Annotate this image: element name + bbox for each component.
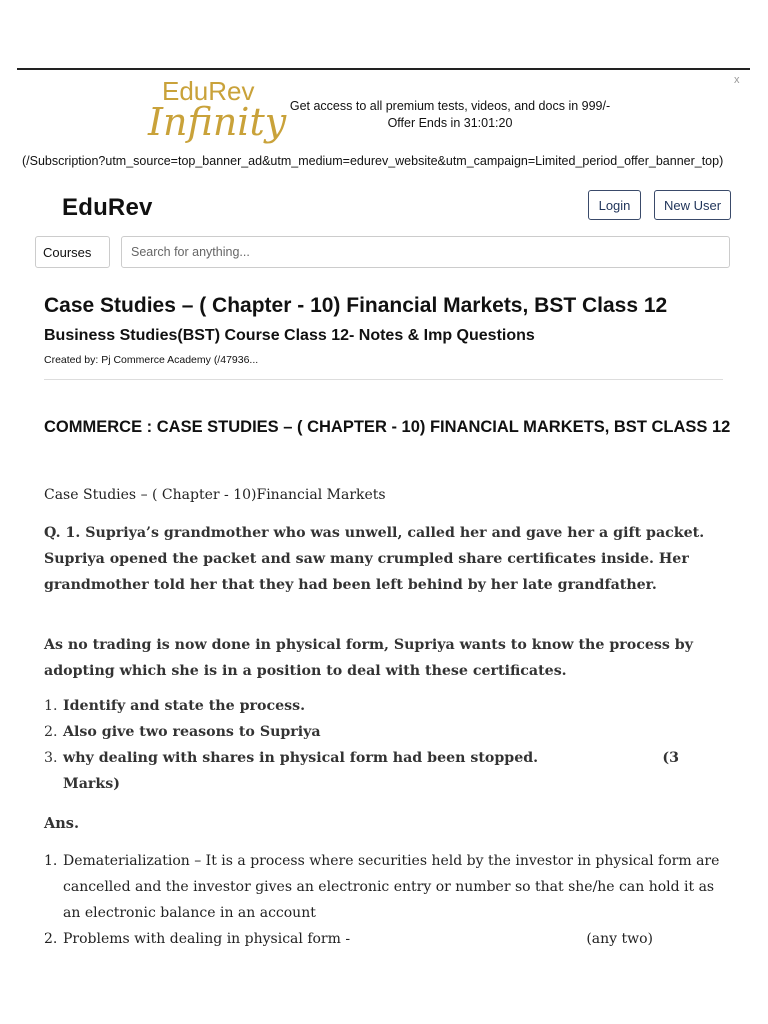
intro-text: Case Studies – ( Chapter - 10)Financial Markets: [44, 487, 386, 503]
promo-countdown-line: Offer Ends in 31:01:20: [387, 116, 513, 130]
promo-message[interactable]: [280, 98, 620, 132]
banner-close-button[interactable]: x: [734, 74, 740, 86]
logo-edurev-text: EduRev: [162, 76, 255, 106]
search-input[interactable]: [121, 236, 730, 268]
course-subtitle-link[interactable]: Business Studies(BST) Course Class 12- Notes & Imp Questions: [44, 327, 535, 344]
courses-dropdown[interactable]: Courses: [35, 236, 110, 268]
list-item: 1. Identify and state the process.: [44, 698, 306, 714]
logo-infinity-text: Infinity: [148, 100, 287, 144]
page-title: Case Studies – ( Chapter - 10) Financial Markets, BST Class 12: [44, 294, 668, 317]
created-by-link[interactable]: Created by: Pj Commerce Academy (/47936...: [44, 354, 259, 366]
question-paragraph-2: As no trading is now done in physical form, Supriya wants to know the process by adopting which she is in a position to deal with these certificates.: [44, 637, 693, 679]
any-two-label: (any two): [586, 931, 653, 947]
marks-label: (3: [662, 750, 679, 766]
answer-list: [44, 848, 724, 952]
question-list: [44, 693, 694, 797]
answer-label: Ans.: [44, 815, 80, 832]
list-item: 2. Also give two reasons to Supriya: [44, 724, 321, 740]
login-button[interactable]: Login: [588, 190, 641, 220]
list-item: 3. why dealing with shares in physical form had been stopped. (3 Marks): [44, 745, 694, 797]
edurev-infinity-logo[interactable]: [148, 76, 287, 154]
content-heading: COMMERCE : CASE STUDIES – ( CHAPTER - 10) FINANCIAL MARKETS, BST CLASS 12: [44, 418, 731, 436]
brand-logo[interactable]: EduRev: [62, 194, 153, 221]
divider: [44, 379, 723, 380]
promo-link[interactable]: (/Subscription?utm_source=top_banner_ad&utm_medium=edurev_website&utm_campaign=Limited_period_offer_banner_top): [22, 154, 724, 168]
question-paragraph-1: Q. 1. Supriya’s grandmother who was unwell, called her and gave her a gift packet. Supriya opened the packet and saw many crumpled share certificates inside. Her grandmother told her that they had been left behind by her late grandfather.: [44, 525, 705, 593]
promo-offer-line: Get access to all premium tests, videos, and docs in 999/-: [289, 99, 611, 113]
list-item: 2. Problems with dealing in physical form - (any two): [44, 926, 724, 952]
list-item: 1. Dematerialization – It is a process where securities held by the investor in physical form are cancelled and the investor gives an electronic entry or number so that she/he can hold it as an electronic balance in an account: [44, 853, 720, 921]
banner-top-border: [17, 68, 750, 70]
new-user-button[interactable]: New User: [654, 190, 731, 220]
